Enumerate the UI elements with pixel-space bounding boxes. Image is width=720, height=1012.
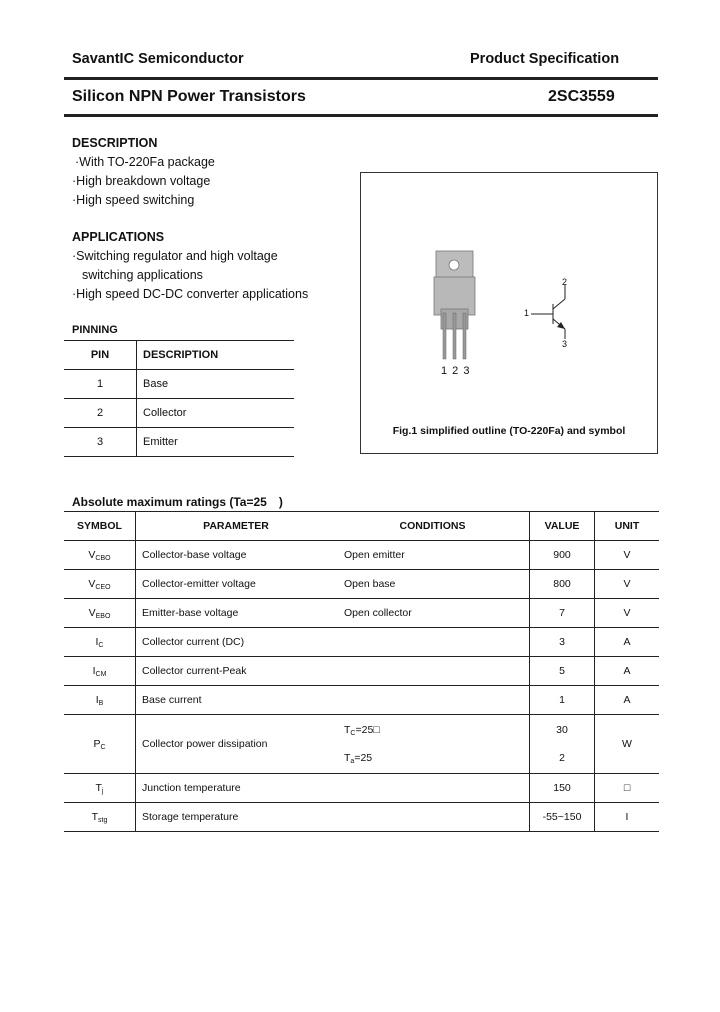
rating-value: 900 [530, 541, 595, 570]
rating-parameter: Base current [136, 686, 337, 715]
rating-value: 1 [530, 686, 595, 715]
rating-unit: W [595, 715, 660, 774]
rating-condition [336, 657, 530, 686]
rating-symbol: $I_C$ [64, 628, 136, 657]
description-item: ·High speed switching [72, 193, 195, 207]
doc-type: Product Specification [470, 51, 620, 67]
header-rule-bottom [64, 114, 658, 117]
product-line: Silicon NPN Power Transistors [72, 88, 306, 105]
rating-value: 3 [530, 628, 595, 657]
rating-unit: V [595, 541, 660, 570]
rating-value: 150 [530, 774, 595, 803]
description-item: ·With TO-220Fa package [75, 155, 215, 169]
pin-description-column-header: DESCRIPTION [137, 341, 295, 370]
rating-unit: A [595, 657, 660, 686]
symbol-collector-label: 2 [562, 277, 568, 287]
rating-parameter: Collector current-Peak [136, 657, 337, 686]
pin-number: 2 [64, 399, 137, 428]
pinning-table [64, 340, 294, 457]
rating-parameter: Storage temperature [136, 803, 337, 832]
pin-number: 1 [64, 370, 137, 399]
table-row [64, 570, 659, 599]
rating-unit: I [595, 803, 660, 832]
rating-condition-line: $T_C=25□$ [344, 723, 380, 737]
rating-condition: Open collector [336, 599, 530, 628]
rating-unit: A [595, 628, 660, 657]
rating-condition [336, 715, 530, 774]
rating-unit: V [595, 599, 660, 628]
rating-unit: V [595, 570, 660, 599]
rating-value: 5 [530, 657, 595, 686]
rating-symbol: $P_C$ [64, 715, 136, 774]
unit-column-header: UNIT [595, 512, 660, 541]
table-row [64, 715, 659, 774]
rating-symbol: $V_{CEO}$ [64, 570, 136, 599]
pin-number: 3 [64, 428, 137, 457]
pinning-header-row [64, 341, 294, 370]
rating-symbol: $T_j$ [64, 774, 136, 803]
table-row [64, 803, 659, 832]
table-row [64, 370, 294, 399]
package-pin-labels: 1 2 3 [441, 365, 471, 377]
rating-symbol: $V_{CBO}$ [64, 541, 136, 570]
rating-parameter: Collector-emitter voltage [136, 570, 337, 599]
rating-condition: Open base [336, 570, 530, 599]
pin-description: Emitter [137, 428, 295, 457]
rating-value-line: 30 [556, 724, 568, 736]
rating-symbol: $T_{stg}$ [64, 803, 136, 832]
table-row [64, 399, 294, 428]
value-column-header: VALUE [530, 512, 595, 541]
ratings-heading: Absolute maximum ratings (Ta=25 ) [72, 495, 283, 509]
table-row [64, 428, 294, 457]
pinning-heading: PINNING [72, 324, 118, 336]
applications-item: switching applications [82, 268, 203, 282]
applications-item: ·High speed DC-DC converter applications [72, 287, 309, 301]
rating-parameter: Junction temperature [136, 774, 337, 803]
rating-symbol: $I_B$ [64, 686, 136, 715]
rating-value-line: 2 [559, 752, 565, 764]
package-outline-drawing [361, 173, 657, 413]
rating-condition [336, 803, 530, 832]
applications-heading: APPLICATIONS [72, 230, 165, 244]
rating-condition: Open emitter [336, 541, 530, 570]
symbol-column-header: SYMBOL [64, 512, 136, 541]
pin-description: Base [137, 370, 295, 399]
rating-symbol: $V_{EBO}$ [64, 599, 136, 628]
conditions-column-header: CONDITIONS [336, 512, 530, 541]
table-row [64, 541, 659, 570]
pin-column-header: PIN [64, 341, 137, 370]
figure-caption: Fig.1 simplified outline (TO-220Fa) and symbol [392, 425, 626, 437]
symbol-emitter-label: 3 [562, 339, 568, 349]
rating-value [530, 715, 595, 774]
table-row [64, 628, 659, 657]
header-rule-top [64, 77, 658, 80]
rating-condition [336, 686, 530, 715]
applications-item: ·Switching regulator and high voltage [72, 249, 278, 263]
rating-unit: A [595, 686, 660, 715]
rating-value: -55~150 [530, 803, 595, 832]
rating-symbol: $I_{CM}$ [64, 657, 136, 686]
rating-parameter: Collector current (DC) [136, 628, 337, 657]
rating-parameter: Emitter-base voltage [136, 599, 337, 628]
description-item: ·High breakdown voltage [72, 174, 211, 188]
rating-value: 800 [530, 570, 595, 599]
company-name: SavantIC Semiconductor [72, 51, 244, 67]
table-row [64, 774, 659, 803]
table-row [64, 599, 659, 628]
ratings-table [64, 511, 659, 832]
pin-description: Collector [137, 399, 295, 428]
table-row [64, 686, 659, 715]
ratings-header-row [64, 512, 659, 541]
rating-value: 7 [530, 599, 595, 628]
part-number: 2SC3559 [548, 88, 615, 105]
figure-box [360, 172, 658, 454]
rating-condition [336, 774, 530, 803]
rating-parameter: Collector-base voltage [136, 541, 337, 570]
symbol-base-label: 1 [524, 308, 530, 318]
rating-condition-line: $T_a=25$ [344, 751, 373, 765]
table-row [64, 657, 659, 686]
parameter-column-header: PARAMETER [136, 512, 337, 541]
description-heading: DESCRIPTION [72, 136, 158, 150]
rating-unit: □ [595, 774, 660, 803]
rating-parameter: Collector power dissipation [136, 715, 337, 774]
rating-condition [336, 628, 530, 657]
